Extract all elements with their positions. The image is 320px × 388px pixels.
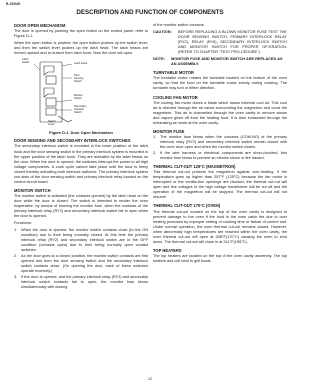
- door-open-paragraph-2: When the open button is pushed, the open button pushes up the switch lever, and then the switch lever pushes up the latch head. The latch heads are moved upward and re-leased from latch hook. Now the door will open.: [14, 41, 148, 56]
- thermal-magnetron-paragraph: This thermal cut-out protects the magnetron against over-heating. If the temperature goes up higher than 257°F (125°C) because the fan motor is interrupted or the ventila-tion openings are blocked, the thermal cut-out will open and line voltages to the high voltage transformer will be cut off and the operation of the magnetron will be stopped. The thermal cut-out will not resume.: [153, 170, 287, 200]
- door-mechanism-diagram: [32, 58, 102, 128]
- note-label: NOTE:: [153, 57, 165, 62]
- lower-latch-head: [44, 88, 54, 97]
- thermal-oven-paragraph: The thermal cut-out located on the top of the oven cavity is designed to prevent damage to the oven if the food in the oven catch fire due to over heating produced by improper setting of cooking time or failure of control unit. Under normal operation, the oven thermal cut-out remains closed. However, when abnormally high temperatures are reached within the oven cavity, the oven thermal cut-out will open at 338°F(170°C) causing the oven to shut down. The thermal cut-out will close in at 311°F(155°C).: [153, 209, 287, 244]
- door-sensing-switch-shape: [46, 76, 56, 84]
- turntable-paragraph: The turntable motor rotates the turntable located on the bottom of the oven cavity, so that the food on the turntable cooks evenly during cooking. The turntable may turn in either direction.: [153, 76, 287, 91]
- caution-label: CAUTION:: [153, 29, 172, 34]
- switch-lever-shape: [58, 116, 72, 122]
- note-text: MONITOR FUSE AND MONITOR SWITCH ARE REPLACED AS AN ASSEMBLY.: [171, 57, 283, 67]
- upper-latch-head: [44, 66, 54, 75]
- label-latch-heads: Latch Heads: [22, 58, 30, 65]
- section-heading-door-open: DOOR OPEN MECHANISM: [14, 23, 66, 28]
- latch-hook-body: [40, 62, 62, 122]
- label-switch-lever: Switch Lever: [48, 120, 56, 127]
- monitor-continuation: of the monitor switch contacts.: [153, 23, 205, 27]
- right-column: [153, 23, 287, 266]
- door-open-paragraph-1: The door is opened by pushing the open button on the control panel, refer to Figure D-1.: [14, 29, 148, 39]
- section-heading-top-heaters: TOP HEATERS: [153, 248, 182, 253]
- list-item: 3. If the door is opened, and the primary interlock relay (RY2) and secondary interlock switch contacts fail to open, the monitor fuse blows simultaneously with closing: [14, 274, 148, 289]
- section-heading-monitor-switch: MONITOR SWITCH: [14, 187, 51, 193]
- secondary-interlock-switch-shape: [46, 98, 56, 106]
- caution-block: [153, 30, 287, 55]
- section-heading-thermal-magnetron: THERMAL CUT-OUT 125°C (MAGNETRON): [153, 163, 236, 169]
- functions-label: Functions:: [14, 221, 32, 226]
- figure-caption: Figure D-1. Door Open Mechanism: [49, 130, 113, 136]
- list-item: 1. The monitor fuse blows when the contacts (COM-NO) of the primary interlock relay (RY2) and secondary interlock switch remain closed with the oven door open and when the monitor switch closes.: [153, 135, 287, 150]
- section-heading-thermal-oven: THERMAL CUT-OUT 170°C (OVEN): [153, 203, 221, 209]
- section-heading-monitor-fuse: MONITOR FUSE: [153, 128, 185, 134]
- label-latch-hook: Latch Hook: [74, 62, 88, 66]
- left-column: [14, 23, 148, 290]
- label-secondary-interlock-switch: Secondary Interlock Switch: [74, 105, 87, 115]
- section-heading-turntable: TURNTABLE MOTOR: [153, 70, 195, 76]
- cooling-fan-paragraph: The cooling fan motor drives a blade which draws external cool air. This cool air is directed through the air vanes surrounding the magnetron and cools the magnetron. This air is channelled through the oven cavity to remove steam and vapors given off from the heating food. It is then exhausted through the exhausting air vents at the oven cavity.: [153, 100, 287, 125]
- page-number: 12: [148, 377, 152, 381]
- list-item: 2. As the door goes to a closed position, the monitor switch contacts are first opened and then the door sensing switch and the secondary interlock switch contacts close. (On opening the door, each of these switches operate inversely.): [14, 253, 148, 273]
- top-heaters-paragraph: The top heaters are located on the top of the oven cavity assembly. The top heaters and coil heat to grill foods.: [153, 254, 287, 264]
- page-title: DESCRIPTION AND FUNCTION OF COMPONENTS: [76, 9, 224, 16]
- monitor-paragraph: The monitor switch is activated (the contacts opened) by the latch head on the door while the door is closed. The switch is intended to render the oven inoperative, by means of blowing the monitor fuse, when the contacts of the primary interlock relay (RY2) and secondary interlock switch fail to open when the door is opened.: [14, 194, 148, 219]
- list-item: 1. When the door is opened, the monitor switch contacts close (to the ON condition) due to their being normally closed. At this time the primary interlock relay (RY2) and secondary interlock switch are in the OFF condition (contacts open) due to their being normally open contact switches.: [14, 227, 148, 253]
- brand-label: R-930UK: [6, 2, 21, 6]
- monitor-fuse-list: [153, 135, 287, 161]
- label-door-sensing-switch: Door Sensing Switch: [74, 74, 84, 84]
- note-block: [153, 57, 287, 67]
- monitor-switch-shape: [46, 108, 56, 115]
- caution-text: BEFORE REPLACING A BLOWN MONITOR FUSE TEST THE DOOR SENSING SWITCH, PRIMARY INTERLOCK RELAY (RY2), RELAY (RY6), SECONDARY INTERLOCK SWITCH AND MONITOR SWITCH FOR PROPER OP-ERATION. (REFER TO CHAPTER "TEST PRO-CEDURE").: [178, 29, 287, 55]
- monitor-functions-list: [14, 228, 148, 290]
- section-heading-sensing: DOOR SENSING AND SECONDARY INTERLOCK SWITCHES: [14, 138, 131, 144]
- section-heading-cooling-fan: COOLING FAN MOTOR: [153, 94, 198, 100]
- label-monitor-switch: Monitor Switch: [74, 94, 83, 101]
- list-item: 2. If the wire harness or electrical components are short-circuited, this monitor fuse blows to prevent an electric shock or fire hazard.: [153, 150, 287, 160]
- door-mechanism-figure: [14, 58, 148, 128]
- sensing-paragraph: The secondary interlock switch is mounted in the lower position of the latch hook and the door sensing switch in the primary interlock system is mounted in the upper position of the latch hook. They are activated by the latch heads on the door. When the door is opened, the switches interrupt the power to all high voltage components. A cook cycle cannot take place until the door is firmly closed thereby activating both interlock switches. The primary interlock system con-sists of the door sensing switch and primary interlock relay located on the control circuit board.: [14, 144, 148, 184]
